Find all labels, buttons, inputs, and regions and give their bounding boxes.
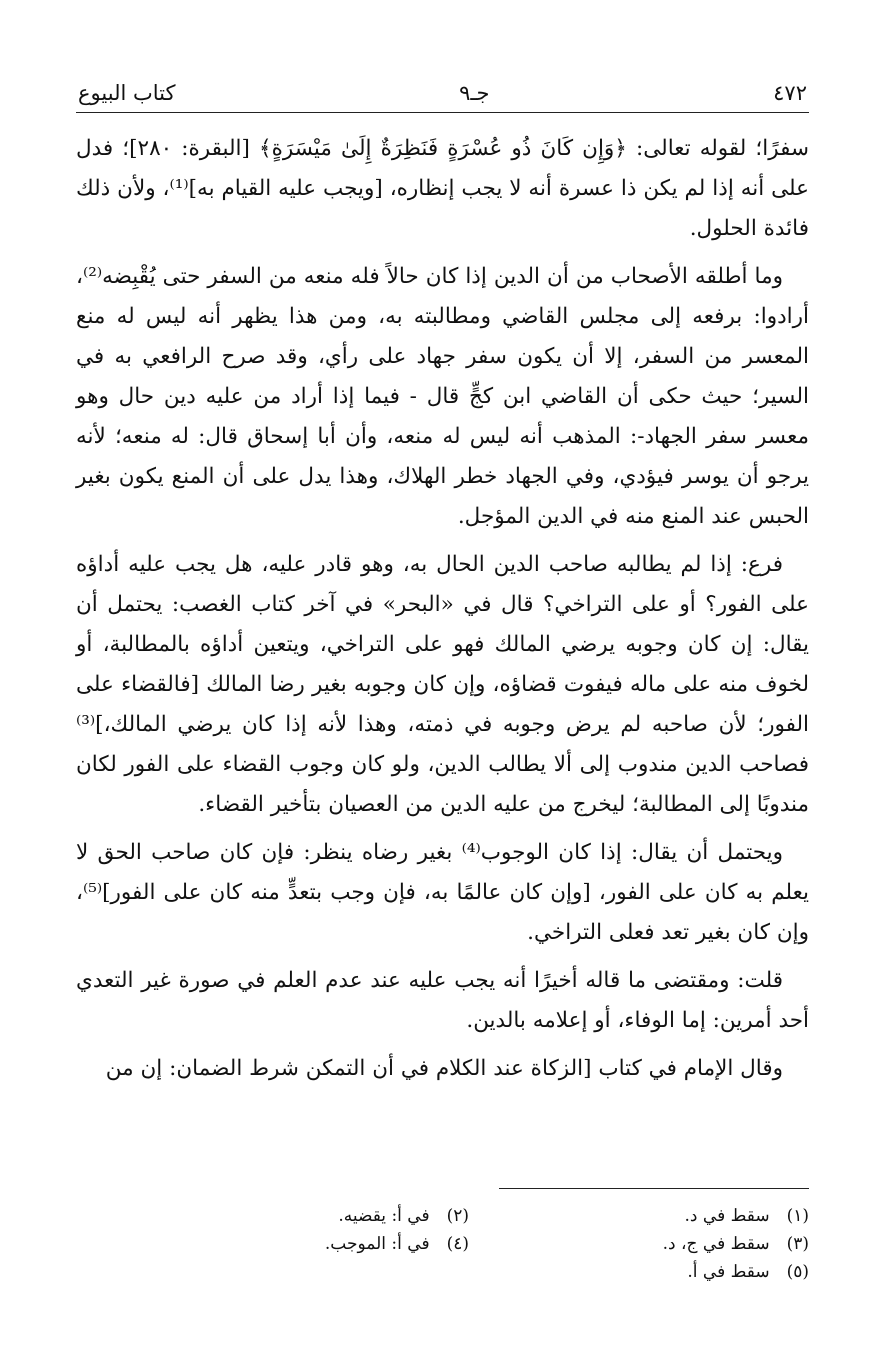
footnote-rule <box>499 1188 809 1189</box>
book-title: كتاب البيوع <box>78 81 176 105</box>
page-number: ٤٧٢ <box>773 81 807 105</box>
paragraph: ويحتمل أن يقال: إذا كان الوجوب⁽⁴⁾ بغير رضاه ينظر: فإن كان صاحب الحق لا يعلم به كان على الفور، [وإن كان عالمًا به، فإن وجب بتعدٍّ منه كان على الفور]⁽⁵⁾، وإن كان بغير تعد فعلى التراخي. <box>76 840 809 945</box>
footnote <box>169 1202 469 1230</box>
footnote-text: سقط في ج، د. <box>662 1234 770 1254</box>
footnote <box>169 1230 469 1258</box>
footnotes <box>76 1202 809 1286</box>
paragraph: قلت: ومقتضى ما قاله أخيرًا أنه يجب عليه عند عدم العلم في صورة غير التعدي أحد أمرين: إما الوفاء، أو إعلامه بالدين. <box>76 968 809 1033</box>
footnote-text: سقط في د. <box>684 1206 770 1226</box>
volume-label: جـ٩ <box>459 81 490 105</box>
paragraph: سفرًا؛ لقوله تعالى: ﴿وَإِن كَانَ ذُو عُسْرَةٍ فَنَظِرَةٌ إِلَىٰ مَيْسَرَةٍ﴾ [البقرة: ٢٨٠]؛ فدل على أنه إذا لم يكن ذا عسرة أنه لا يجب إنظاره، [ويجب عليه القيام به]⁽¹⁾، ولأن ذلك فائدة الحلول. <box>76 136 809 241</box>
header-rule <box>76 112 809 113</box>
book-page <box>76 68 809 1282</box>
footnote-text: في أ: يقضيه. <box>338 1206 430 1226</box>
footnote-text: سقط في أ. <box>687 1262 770 1282</box>
footnote-number: (١) <box>786 1206 809 1226</box>
footnote-text: في أ: الموجب. <box>324 1234 430 1254</box>
main-text <box>76 129 809 1089</box>
paragraph: وقال الإمام في كتاب [الزكاة عند الكلام في أن التمكن شرط الضمان: إن من <box>105 1056 783 1081</box>
footnote-number: (٤) <box>446 1234 469 1254</box>
footnote <box>509 1230 809 1258</box>
running-header <box>76 68 809 104</box>
footnote-number: (٥) <box>786 1262 809 1282</box>
footnote-number: (٢) <box>446 1206 469 1226</box>
footnote <box>509 1202 809 1230</box>
footnote <box>509 1258 809 1286</box>
footnote-number: (٣) <box>786 1234 809 1254</box>
paragraph: وما أطلقه الأصحاب من أن الدين إذا كان حالاً فله منعه من السفر حتى يُقْبِضه⁽²⁾، أرادوا: برفعه إلى مجلس القاضي ومطالبته به، ومن هذا يظهر أنه ليس له منع المعسر من السفر، إلا أن يكون سفر جهاد على رأي، وقد صرح الرافعي به في السير؛ حيث حكى أن القاضي ابن كجٍّ قال - فيما إذا أراد من عليه دين حال وهو معسر سفر الجهاد-: المذهب أنه ليس له منعه، وأن أبا إسحاق قال: له منعه؛ لأنه يرجو أن يوسر فيؤدي، وفي الجهاد خطر الهلاك، وهذا يدل على أن المنع يكون بغير الحبس عند المنع منه في الدين المؤجل. <box>76 264 809 529</box>
paragraph: فرع: إذا لم يطالبه صاحب الدين الحال به، وهو قادر عليه، هل يجب عليه أداؤه على الفور؟ أو على التراخي؟ قال في «البحر» في آخر كتاب الغصب: يحتمل أن يقال: إن كان وجوبه يرضي المالك فهو على التراخي، ويتعين أداؤه بالمطالبة، أو لخوف منه على ماله فيفوت قضاؤه، وإن كان وجوبه بغير رضا المالك [فالقضاء على الفور؛ لأن صاحبه لم يرض وجوبه في ذمته، وهذا لأنه إذا كان يرضي المالك،]⁽³⁾ فصاحب الدين مندوب إلى ألا يطالب الدين، ولو كان وجوب القضاء على الفور لكان مندوبًا إلى المطالبة؛ ليخرج من عليه الدين من العصيان بتأخير القضاء. <box>76 552 809 817</box>
